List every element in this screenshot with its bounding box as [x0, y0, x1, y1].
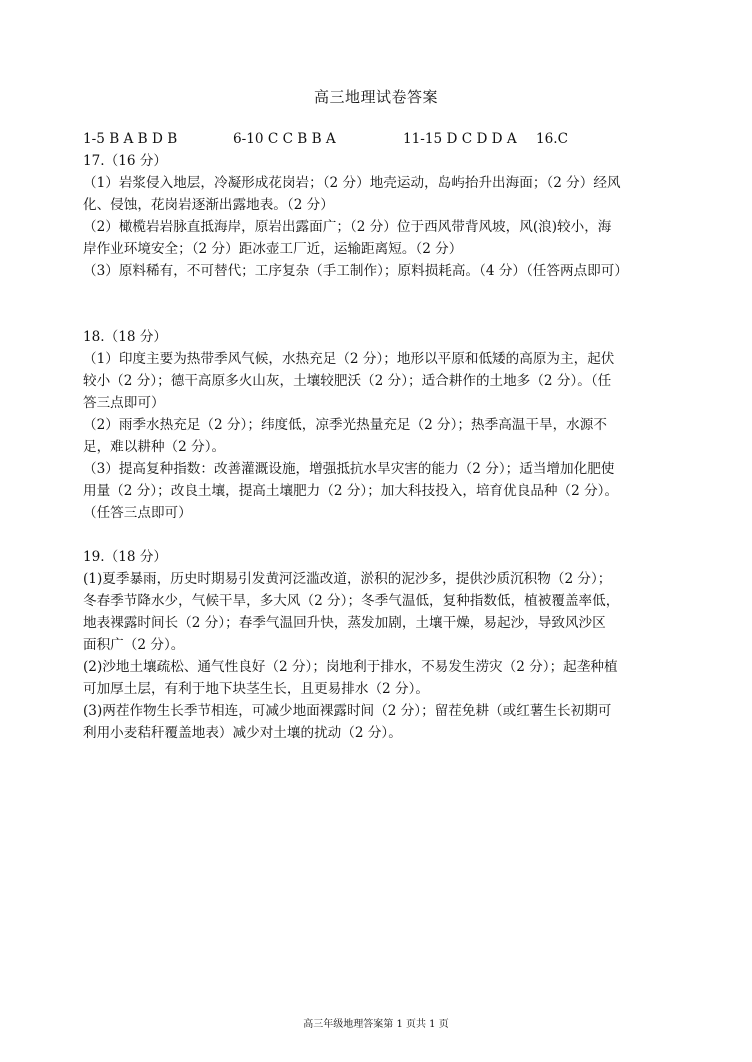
page-footer: 高三年级地理答案第 1 页共 1 页 [303, 1019, 449, 1030]
mc-group-4: 16.C [536, 131, 569, 147]
answer-line: 冬春季节降水少，气候干旱，多大风（2 分）；冬季气温低，复种指数低，植被覆盖率低， [83, 593, 620, 609]
answer-content [83, 128, 673, 744]
question-18 [83, 326, 673, 524]
question-header: 18.（18 分） [83, 329, 168, 345]
question-19 [83, 546, 673, 744]
answer-line: (2)沙地土壤疏松、通气性良好（2 分）；岗地利于排水，不易发生涝灾（2 分）；起垄种植 [83, 659, 618, 675]
answer-line: 地表裸露时间长（2 分）；春季气温回升快，蒸发加剧，土壤干燥，易起沙，导致风沙区 [83, 615, 606, 631]
answer-line: 足，难以耕种（2 分）。 [83, 439, 226, 455]
answer-line: 利用小麦秸秆覆盖地表）减少对土壤的扰动（2 分）。 [83, 725, 402, 741]
spacer [83, 282, 673, 326]
answer-line: （2）橄榄岩岩脉直抵海岸，原岩出露面广；（2 分）位于西风带背风坡，风(浪)较小，海 [83, 219, 612, 235]
question-17 [83, 150, 673, 282]
answer-line: （任答三点即可） [83, 505, 192, 521]
question-header: 17.（16 分） [83, 153, 168, 169]
mc-group-1: 1-5 B A B D B [83, 131, 178, 147]
answer-line: （1）岩浆侵入地层，冷凝形成花岗岩；（2 分）地壳运动，岛屿抬升出海面；（2 分）经风 [83, 175, 621, 191]
answer-line: 可加厚土层，有利于地下块茎生长，且更易排水（2 分）。 [83, 681, 430, 697]
answer-line: 面积广（2 分）。 [83, 637, 185, 653]
answer-line: 化、侵蚀，花岗岩逐渐出露地表。（2 分） [83, 197, 334, 213]
mc-group-2: 6-10 C C B B A [233, 131, 336, 147]
answer-line: (3)两茬作物生长季节相连，可减少地面裸露时间（2 分）；留茬免耕（或红薯生长初期可 [83, 703, 612, 719]
answer-line: 岸作业环境安全；（2 分）距冰壶工厂近，运输距离短。（2 分） [83, 241, 463, 257]
answer-line: (1)夏季暴雨，历史时期易引发黄河泛滥改道，淤积的泥沙多，提供沙质沉积物（2 分）； [83, 571, 612, 587]
page-title: 高三地理试卷答案 [313, 88, 438, 106]
answer-line: （3）原料稀有，不可替代；工序复杂（手工制作）；原料损耗高。（4 分）（任答两点即可） [83, 263, 628, 279]
answer-line: （2）雨季水热充足（2 分）；纬度低，凉季光热量充足（2 分）；热季高温干旱，水源不 [83, 417, 607, 433]
answer-line: 较小（2 分）；德干高原多火山灰，土壤较肥沃（2 分）；适合耕作的土地多（2 分）。（任 [83, 373, 612, 389]
answer-line: 用量（2 分）；改良土壤，提高土壤肥力（2 分）；加大科技投入，培育优良品种（2 分）。 [83, 483, 619, 499]
mc-group-3: 11-15 D C D D A [403, 131, 517, 147]
answer-line: （3）提高复种指数：改善灌溉设施，增强抵抗水旱灾害的能力（2 分）；适当增加化肥使 [83, 461, 615, 477]
spacer [83, 524, 673, 546]
question-header: 19.（18 分） [83, 549, 168, 565]
answer-line: 答三点即可） [83, 395, 165, 411]
multiple-choice-answers [83, 128, 673, 150]
answer-line: （1）印度主要为热带季风气候，水热充足（2 分）；地形以平原和低矮的高原为主，起伏 [83, 351, 615, 367]
